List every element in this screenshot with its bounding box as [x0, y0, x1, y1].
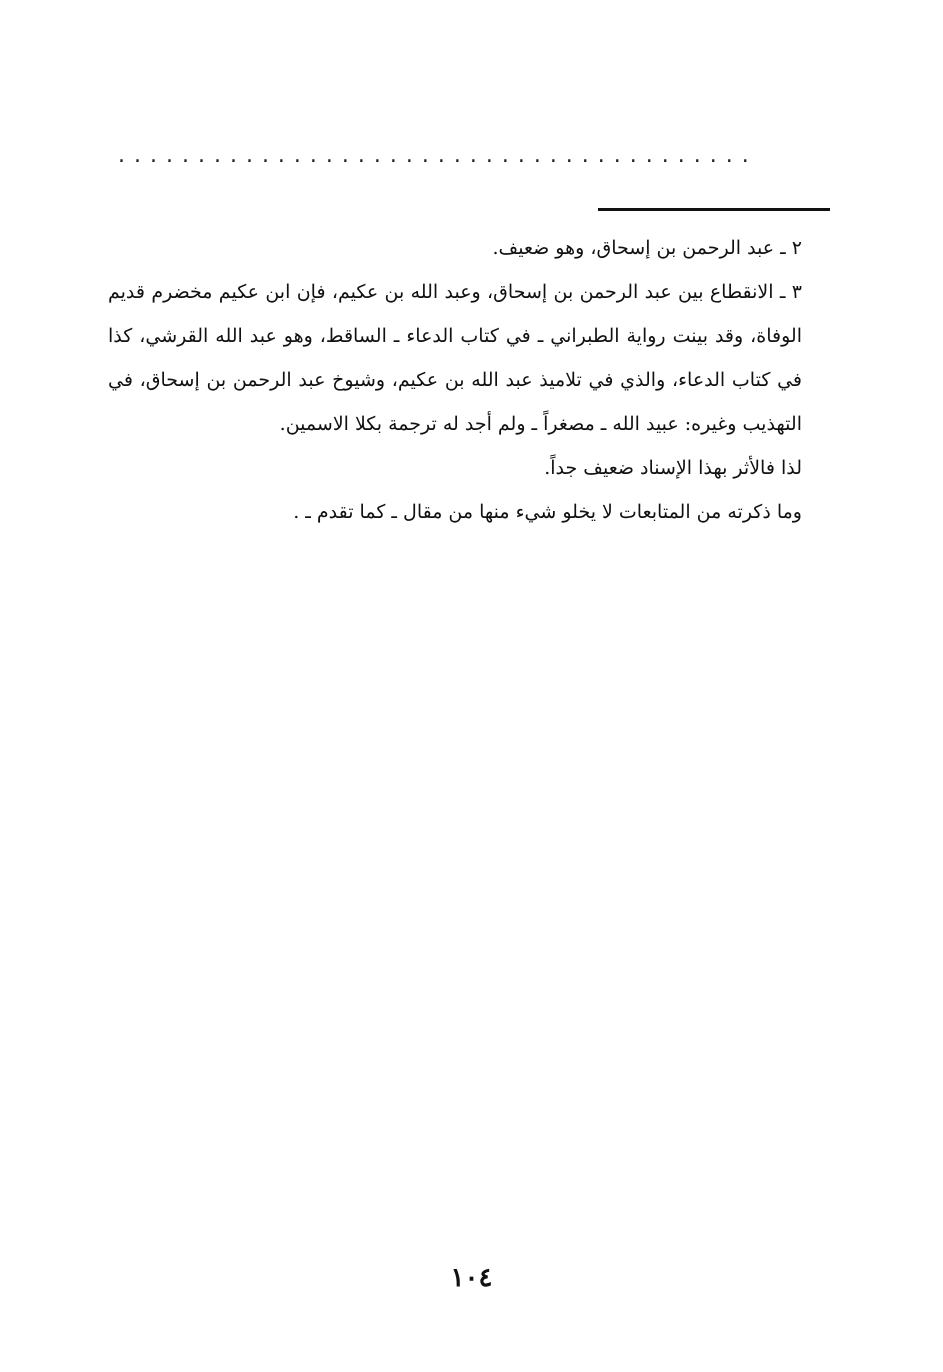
dotted-separator: ........................................: [118, 146, 758, 166]
page-number: ١٠٤: [450, 1263, 493, 1293]
footnote-text-block: [108, 226, 830, 534]
footnote-rule: [598, 208, 830, 211]
footnote-item-2: ٢ ـ عبد الرحمن بن إسحاق، وهو ضعيف.: [492, 237, 802, 259]
conclusion-line-2: وما ذكرته من المتابعات لا يخلو شيء منها من مقال ـ كما تقدم ـ .: [293, 501, 802, 523]
conclusion-line-1: لذا فالأثر بهذا الإسناد ضعيف جداً.: [544, 457, 802, 479]
footnote-item-3: ٣ ـ الانقطاع بين عبد الرحمن بن إسحاق، وعبد الله بن عكيم، فإن ابن عكيم مخضرم قديم الوفاة، وقد بينت رواية الطبراني ـ في كتاب الدعاء ـ الساقط، وهو عبد الله القرشي، كذا في كتاب الدعاء، والذي في تلاميذ عبد الله بن عكيم، وشيوخ عبد الرحمن بن إسحاق، في التهذيب وغيره: عبيد الله ـ مصغراً ـ ولم أجد له ترجمة بكلا الاسمين.: [108, 281, 802, 435]
